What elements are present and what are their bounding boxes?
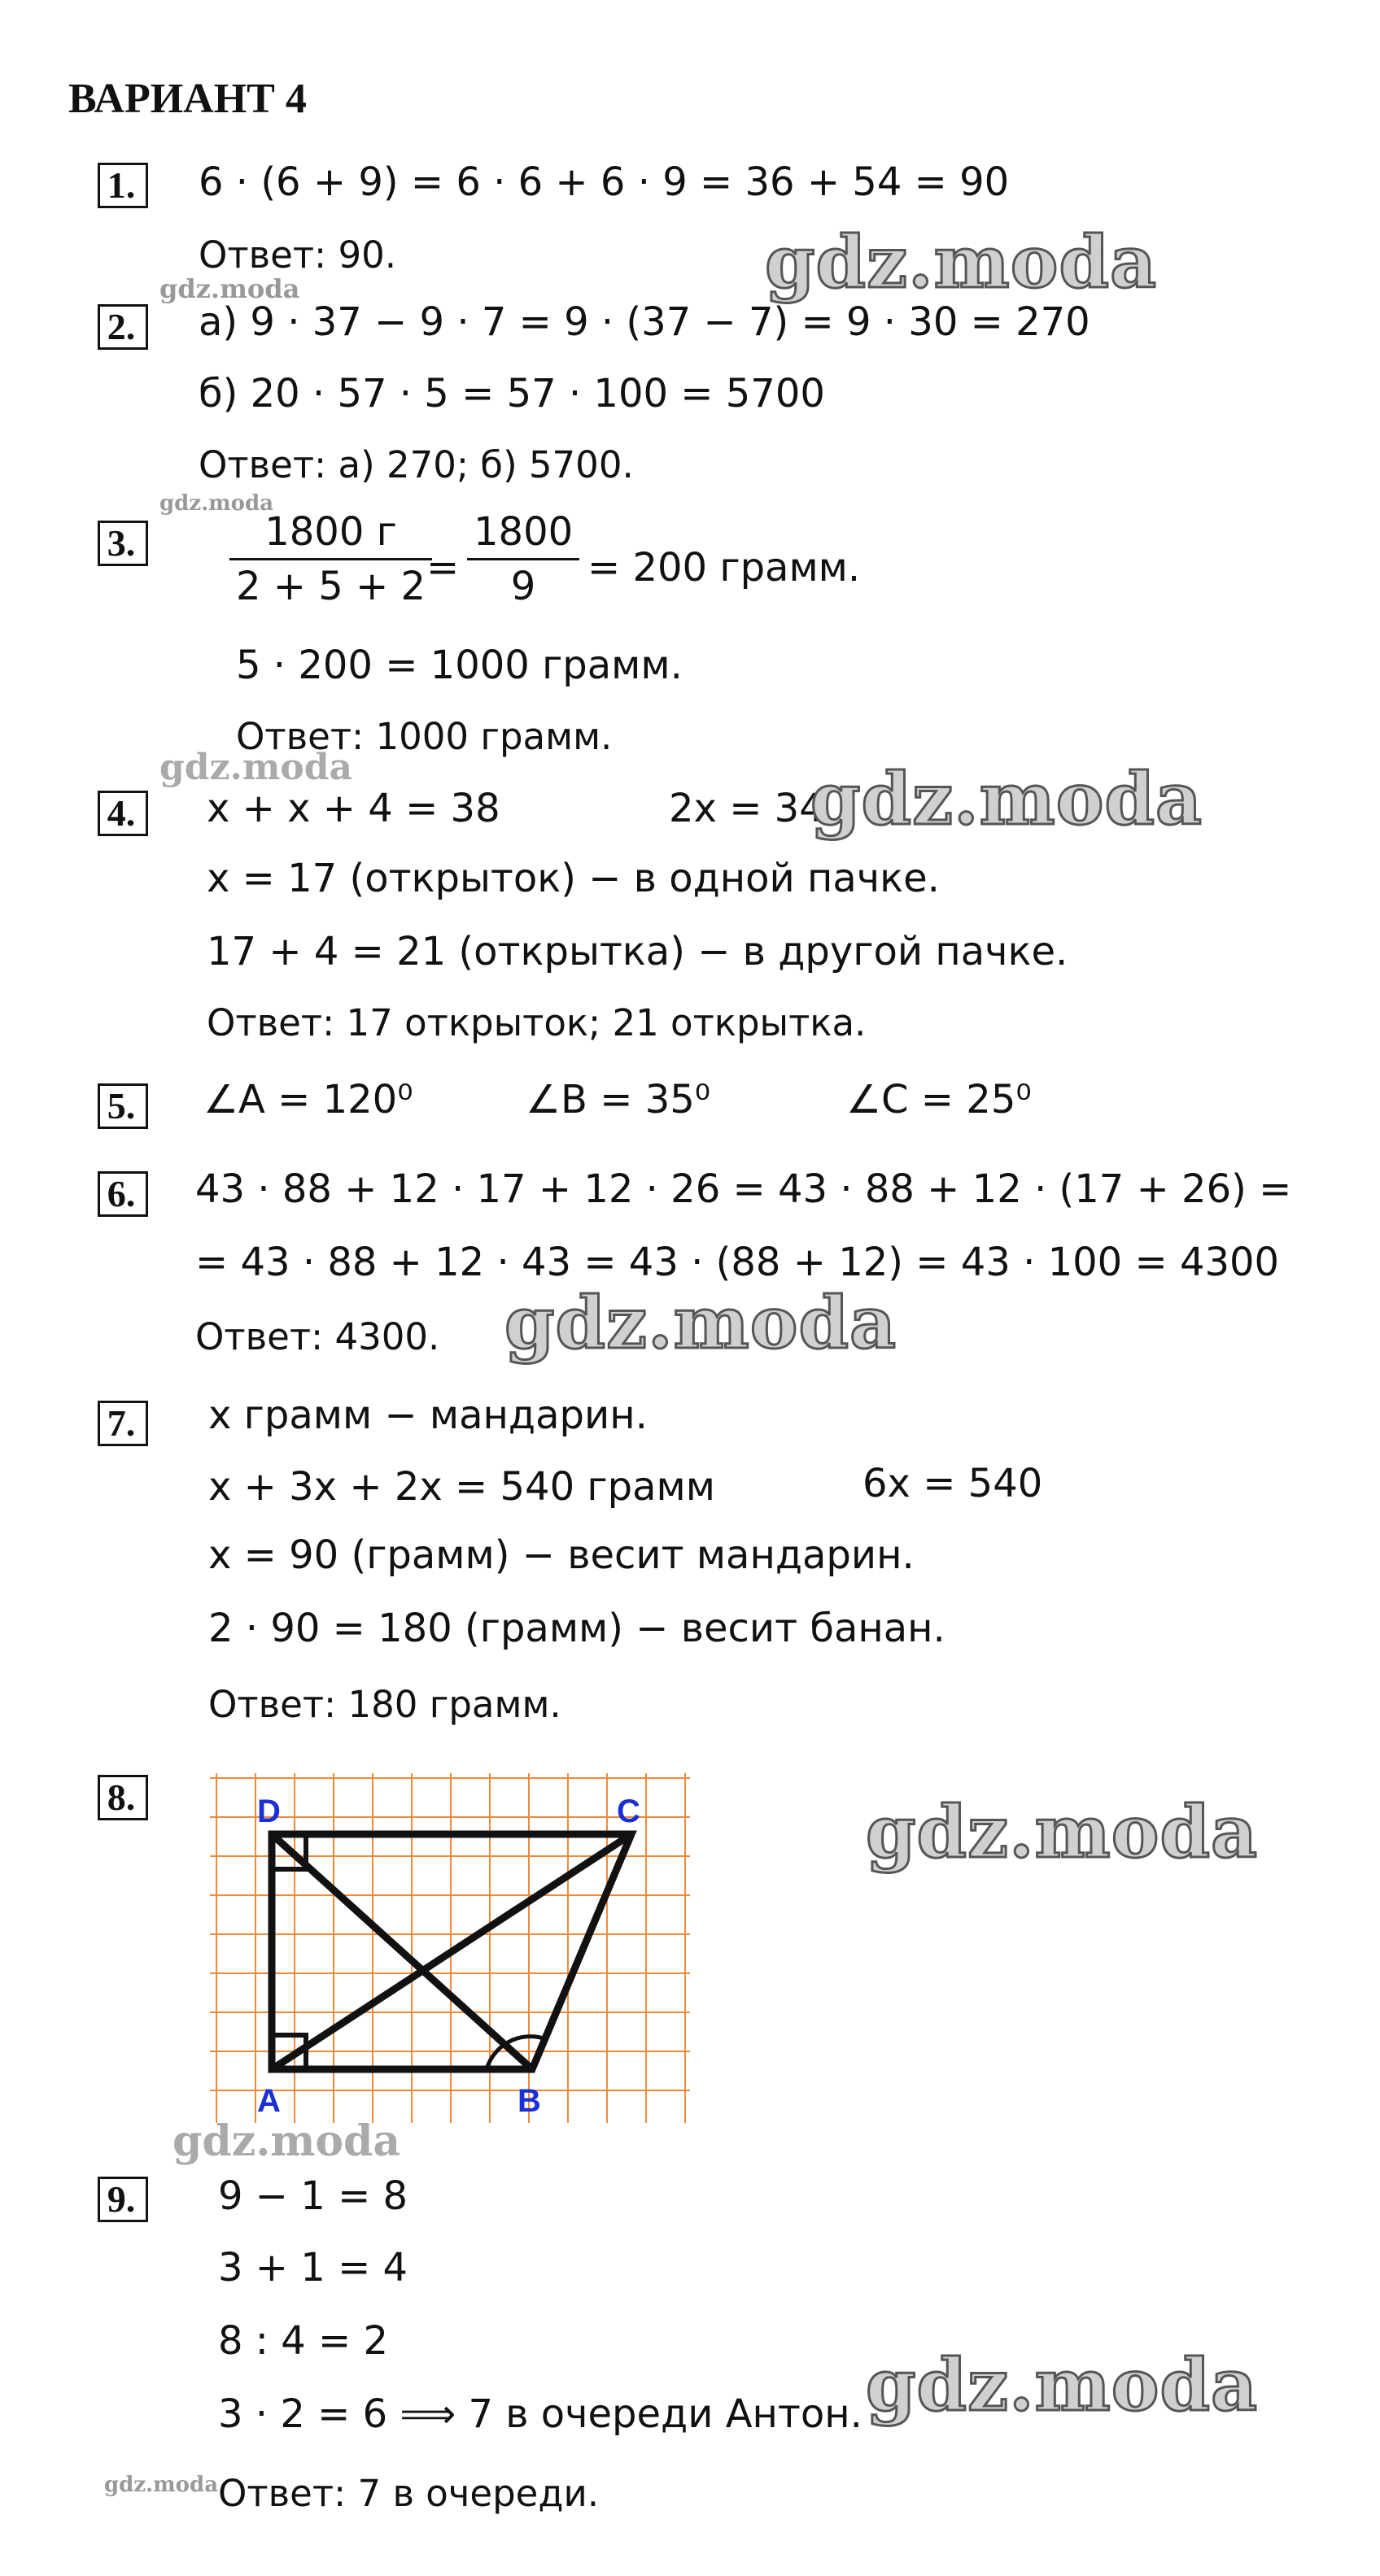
problem-number-8: 8. — [98, 1775, 148, 1820]
fraction-1-bar — [229, 558, 432, 560]
problem-1-line-1: 6 · (6 + 9) = 6 · 6 + 6 · 9 = 36 + 54 = 90 — [199, 159, 1010, 205]
watermark-logo: gdz.moda — [866, 1789, 1259, 1874]
watermark-logo: gdz.moda — [159, 491, 274, 516]
watermark-logo: gdz.moda — [104, 2473, 219, 2497]
quadrilateral-diagram — [210, 1773, 690, 2131]
problem-6-line-1: 43 · 88 + 12 · 17 + 12 · 26 = 43 · 88 + 12 · (17 + 26) = — [195, 1166, 1292, 1212]
problem-number-1: 1. — [98, 163, 148, 208]
page-title: ВАРИАНТ 4 — [68, 76, 307, 122]
problem-3-answer: Ответ: 1000 грамм. — [236, 715, 613, 758]
problem-7-line-1: x грамм − мандарин. — [208, 1393, 648, 1438]
problem-number-7: 7. — [98, 1401, 148, 1446]
problem-3-equals: = — [426, 545, 460, 591]
fraction-2-bar — [467, 558, 579, 560]
watermark-logo: gdz.moda — [765, 220, 1158, 304]
problem-number-3: 3. — [98, 521, 148, 566]
problem-7-side: 6x = 540 — [862, 1461, 1043, 1506]
point-label-d: D — [257, 1794, 281, 1829]
problem-9-answer: Ответ: 7 в очереди. — [218, 2472, 599, 2515]
problem-3-fraction-1 — [229, 509, 432, 609]
problem-3-result: = 200 грамм. — [587, 545, 861, 591]
problem-4-line-1: x + x + 4 = 38 — [207, 786, 500, 831]
watermark-logo: gdz.moda — [159, 747, 353, 788]
watermark-logo: gdz.moda — [866, 2343, 1259, 2427]
problem-4-line-2: x = 17 (открыток) − в одной пачке. — [207, 856, 940, 901]
problem-2-line-1: а) 9 · 37 − 9 · 7 = 9 · (37 − 7) = 9 · 30 = 270 — [199, 299, 1090, 345]
point-label-c: C — [617, 1794, 640, 1829]
watermark-logo: gdz.moda — [504, 1280, 897, 1365]
problem-9-line-4: 3 · 2 = 6 ⟹ 7 в очереди Антон. — [218, 2391, 862, 2437]
right-angle-marks — [272, 1834, 306, 2069]
problem-number-6: 6. — [98, 1171, 148, 1217]
problem-6-answer: Ответ: 4300. — [195, 1315, 440, 1358]
watermark-logo: gdz.moda — [159, 273, 300, 304]
problem-9-line-1: 9 − 1 = 8 — [218, 2173, 408, 2219]
problem-4-line-3: 17 + 4 = 21 (открытка) − в другой пачке. — [207, 929, 1068, 974]
problem-number-2: 2. — [98, 304, 148, 350]
problem-7-answer: Ответ: 180 грамм. — [208, 1683, 561, 1726]
problem-3-line-1: 5 · 200 = 1000 грамм. — [236, 643, 683, 688]
problem-7-line-4: 2 · 90 = 180 (грамм) − весит банан. — [208, 1606, 945, 1651]
problem-9-line-3: 8 : 4 = 2 — [218, 2318, 389, 2364]
point-label-b: B — [518, 2083, 541, 2119]
problem-2-answer: Ответ: а) 270; б) 5700. — [199, 443, 634, 486]
problem-1-answer: Ответ: 90. — [199, 233, 397, 277]
problem-4-side: 2x = 34 — [669, 786, 824, 831]
fraction-1-numerator: 1800 г — [264, 509, 397, 555]
problem-9-line-2: 3 + 1 = 4 — [218, 2245, 408, 2291]
fraction-2-numerator: 1800 — [474, 509, 574, 555]
point-label-a: A — [257, 2083, 281, 2119]
problem-2-line-2: б) 20 · 57 · 5 = 57 · 100 = 5700 — [199, 371, 825, 416]
problem-4-answer: Ответ: 17 открыток; 21 открытка. — [207, 1001, 867, 1044]
problem-number-4: 4. — [98, 791, 148, 836]
fraction-2-denominator: 9 — [510, 564, 536, 609]
angle-c: ∠C = 25⁰ — [846, 1077, 1032, 1122]
fraction-1-denominator: 2 + 5 + 2 — [236, 564, 426, 609]
problem-7-line-2: x + 3x + 2x = 540 грамм — [208, 1464, 715, 1510]
problem-6-line-2: = 43 · 88 + 12 · 43 = 43 · (88 + 12) = 43 · 100 = 4300 — [195, 1240, 1280, 1285]
watermark-logo: gdz.moda — [810, 756, 1203, 841]
problem-3-fraction-2 — [467, 509, 579, 609]
problem-number-9: 9. — [98, 2177, 148, 2222]
problem-7-line-3: x = 90 (грамм) − весит мандарин. — [208, 1532, 915, 1578]
angle-a: ∠A = 120⁰ — [203, 1077, 413, 1122]
watermark-logo: gdz.moda — [172, 2116, 401, 2166]
problem-number-5: 5. — [98, 1083, 148, 1129]
angle-b: ∠B = 35⁰ — [526, 1077, 711, 1122]
